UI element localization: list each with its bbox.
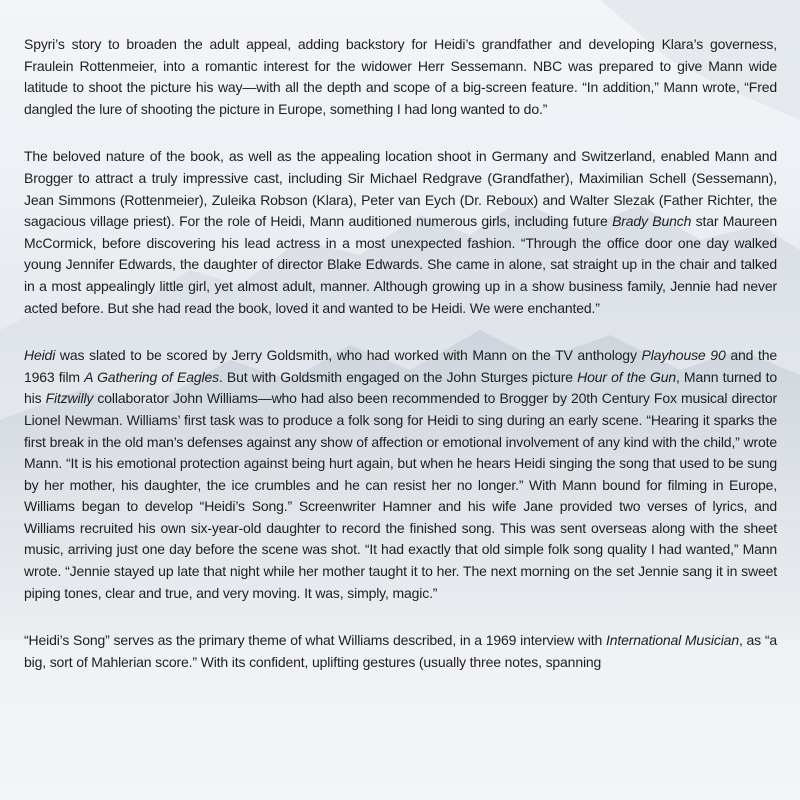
italic-title: Fitzwilly (45, 390, 94, 407)
text-run: and the 1963 film (24, 347, 777, 385)
text-run: Spyri’s story to broaden the adult appeal, adding backstory for Heidi’s grandfather and developing Klara’s governess, Fraulein Rottenmeier, into a romantic interest for the widower Herr Sessemann. NBC was prepared to give Mann wide latitude to shoot the picture his way—with all the depth and scope of a big-screen feature. “In addition,” Mann wrote, “Fred dangled the lure of shooting the picture in Europe, something I had long wanted to do.” (24, 36, 777, 117)
paragraph-1 (24, 34, 777, 120)
italic-title: Playhouse 90 (641, 347, 726, 364)
text-run: . But with Goldsmith engaged on the John Sturges picture (218, 368, 578, 385)
paragraph-4 (24, 630, 777, 673)
text-run: was slated to be scored by Jerry Goldsmith, who had worked with Mann on the TV anthology (55, 347, 642, 364)
italic-title: Hour of the Gun (577, 368, 676, 385)
text-run: The beloved nature of the book, as well as the appealing location shoot in Germany and Switzerland, enabled Mann and Brogger to attract a truly impressive cast, including Sir Michael Redgrave (Grandfather), Maximilian Schell (Sessemann), Jean Simmons (Rottenmeier), Zuleika Robson (Klara), Peter van Eych (Dr. Reboux) and Walter Slezak (Father Richter, the sagacious village priest). For the role of Heidi, Mann auditioned numerous girls, including future (24, 148, 777, 230)
text-run: , as “a big, sort of Mahlerian score.” With its confident, uplifting gestures (usually three notes, spanning (24, 632, 777, 670)
italic-title: Brady Bunch (612, 213, 692, 230)
text-run: , Mann turned to his (24, 368, 777, 407)
document-page (24, 34, 777, 699)
italic-title: Heidi (24, 347, 56, 364)
italic-title: A Gathering of Eagles (84, 368, 219, 385)
text-run: star Maureen McCormick, before discovering his lead actress in a most unexpected fashion. “Through the office door one day walked young Jennifer Edwards, the daughter of director Blake Edwards. She came in alone, sat straight up in the chair and talked in a most appealingly little girl, yet almost adult, manner. Although growing up in a show business family, Jennie had never acted before. But she had read the book, loved it and wanted to be Heidi. We were enchanted.” (24, 213, 777, 316)
paragraph-2 (24, 146, 777, 319)
italic-title: International Musician (605, 632, 739, 649)
text-run: collaborator John Williams—who had also been recommended to Brogger by 20th Century Fox musical director Lionel Newman. Williams’ first task was to produce a folk song for Heidi to sing during an early scene. “Hearing it sparks the first break in the old man’s defenses against any show of affection or emotional involvement of any kind with the child,” wrote Mann. “It is his emotional protection against being hurt again, but when he hears Heidi singing the song that used to be sung by her mother, his daughter, the ice crumbles and he can resist her no longer.” With Mann bound for filming in Europe, Williams began to develop “Heidi’s Song.” Screenwriter Hamner and his wife Jane provided two verses of lyrics, and Williams recruited his own six-year-old daughter to record the finished song. This was sent overseas along with the sheet music, arriving just one day before the scene was shot. “It had exactly that old simple folk song quality I had wanted,” Mann wrote. “Jennie stayed up late that night while her mother taught it to her. The next morning on the set Jennie sang it in sweet piping tones, clear and true, and very moving. It was, simply, magic.” (24, 390, 777, 601)
text-run: “Heidi’s Song” serves as the primary theme of what Williams described, in a 1969 interview with (24, 632, 606, 649)
paragraph-3 (24, 345, 777, 604)
